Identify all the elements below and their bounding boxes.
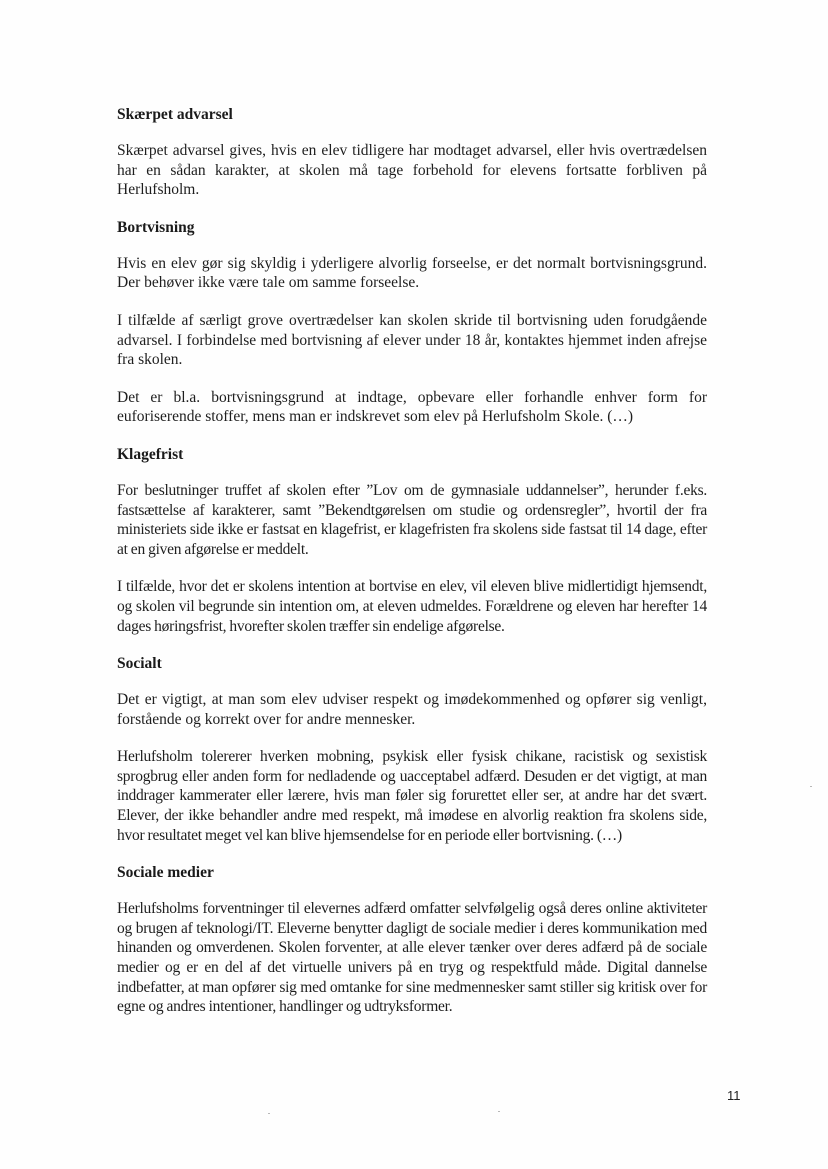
section-heading-sociale-medier: Sociale medier: [117, 864, 214, 882]
paragraph: Herlufsholm tolererer hverken mobning, psykisk eller fysisk chikane, racistisk og sexistisk sprogbrug eller anden form for nedladende og uacceptabel adfærd. Desuden er det vigtigt, at man inddrager kammerater eller lærere, hvis man føler sig forurettet eller ser, at andre har det svært. Elever, der ikke behandler andre med respekt, må imødese en alvorlig reaktion fra skolens side, hvor resultatet meget vel kan blive hjemsendelse for en periode eller bortvisning. (…): [117, 748, 707, 844]
paragraph: I tilfælde, hvor det er skolens intention at bortvise en elev, vil eleven blive midlertidigt hjemsendt, og skolen vil begrunde sin intention om, at eleven udmeldes. Forældrene og eleven har herefter 14 dages høringsfrist, hvorefter skolen træffer sin endelige afgørelse.: [117, 578, 707, 635]
section-heading-klagefrist: Klagefrist: [117, 445, 184, 463]
paragraph: Herlufsholms forventninger til elevernes adfærd omfatter selvfølgelig også deres online aktiviteter og brugen af teknologi/IT. Eleverne benytter dagligt de sociale medier i deres kommunikation med hinanden og omverdenen. Skolen forventer, at alle elever tænker over deres adfærd på de sociale medier og er en del af det virtuelle univers på en tryg og respektfuld måde. Digital dannelse indbefatter, at man opfører sig med omtanke for sine medmennesker samt stiller sig kritisk over for egne og andres intentioner, handlinger og udtryksformer.: [117, 900, 707, 1016]
section-heading-skaerpet-advarsel: Skærpet advarsel: [117, 106, 233, 123]
section-heading-socialt: Socialt: [117, 655, 162, 673]
page-content: [117, 105, 707, 1035]
paragraph: Det er bl.a. bortvisningsgrund at indtage, opbevare eller forhandle enhver form for euforiserende stoffer, mens man er indskrevet som elev på Herlufsholm Skole. (…): [117, 388, 707, 426]
paragraph: For beslutninger truffet af skolen efter ”Lov om de gymnasiale uddannelser”, herunder f.eks. fastsættelse af karakterer, samt ”Bekendtgørelsen om studie og ordensregler”, hvortil der fra ministeriets side ikke er fastsat en klagefrist, er klagefristen fra skolens side fastsat til 14 dage, efter at en given afgørelse er meddelt.: [117, 481, 707, 558]
scan-speck: [810, 786, 812, 787]
paragraph: Det er vigtigt, at man som elev udviser respekt og imødekommenhed og opfører sig venligt, forstående og korrekt over for andre mennesker.: [117, 691, 707, 728]
page-number: 11: [727, 1088, 741, 1103]
scan-speck: [268, 1113, 270, 1114]
paragraph: I tilfælde af særligt grove overtrædelser kan skolen skride til bortvisning uden forudgående advarsel. I forbindelse med bortvisning af elever under 18 år, kontaktes hjemmet inden afrejse fra skolen.: [117, 311, 707, 369]
section-heading-bortvisning: Bortvisning: [117, 218, 195, 236]
paragraph: Hvis en elev gør sig skyldig i yderligere alvorlig forseelse, er det normalt bortvisningsgrund. Der behøver ikke være tale om samme forseelse.: [117, 254, 707, 292]
scan-speck: [498, 1111, 500, 1112]
paragraph: Skærpet advarsel gives, hvis en elev tidligere har modtaget advarsel, eller hvis overtrædelsen har en sådan karakter, at skolen må tage forbehold for elevens fortsatte forbliven på Herlufsholm.: [117, 142, 707, 199]
